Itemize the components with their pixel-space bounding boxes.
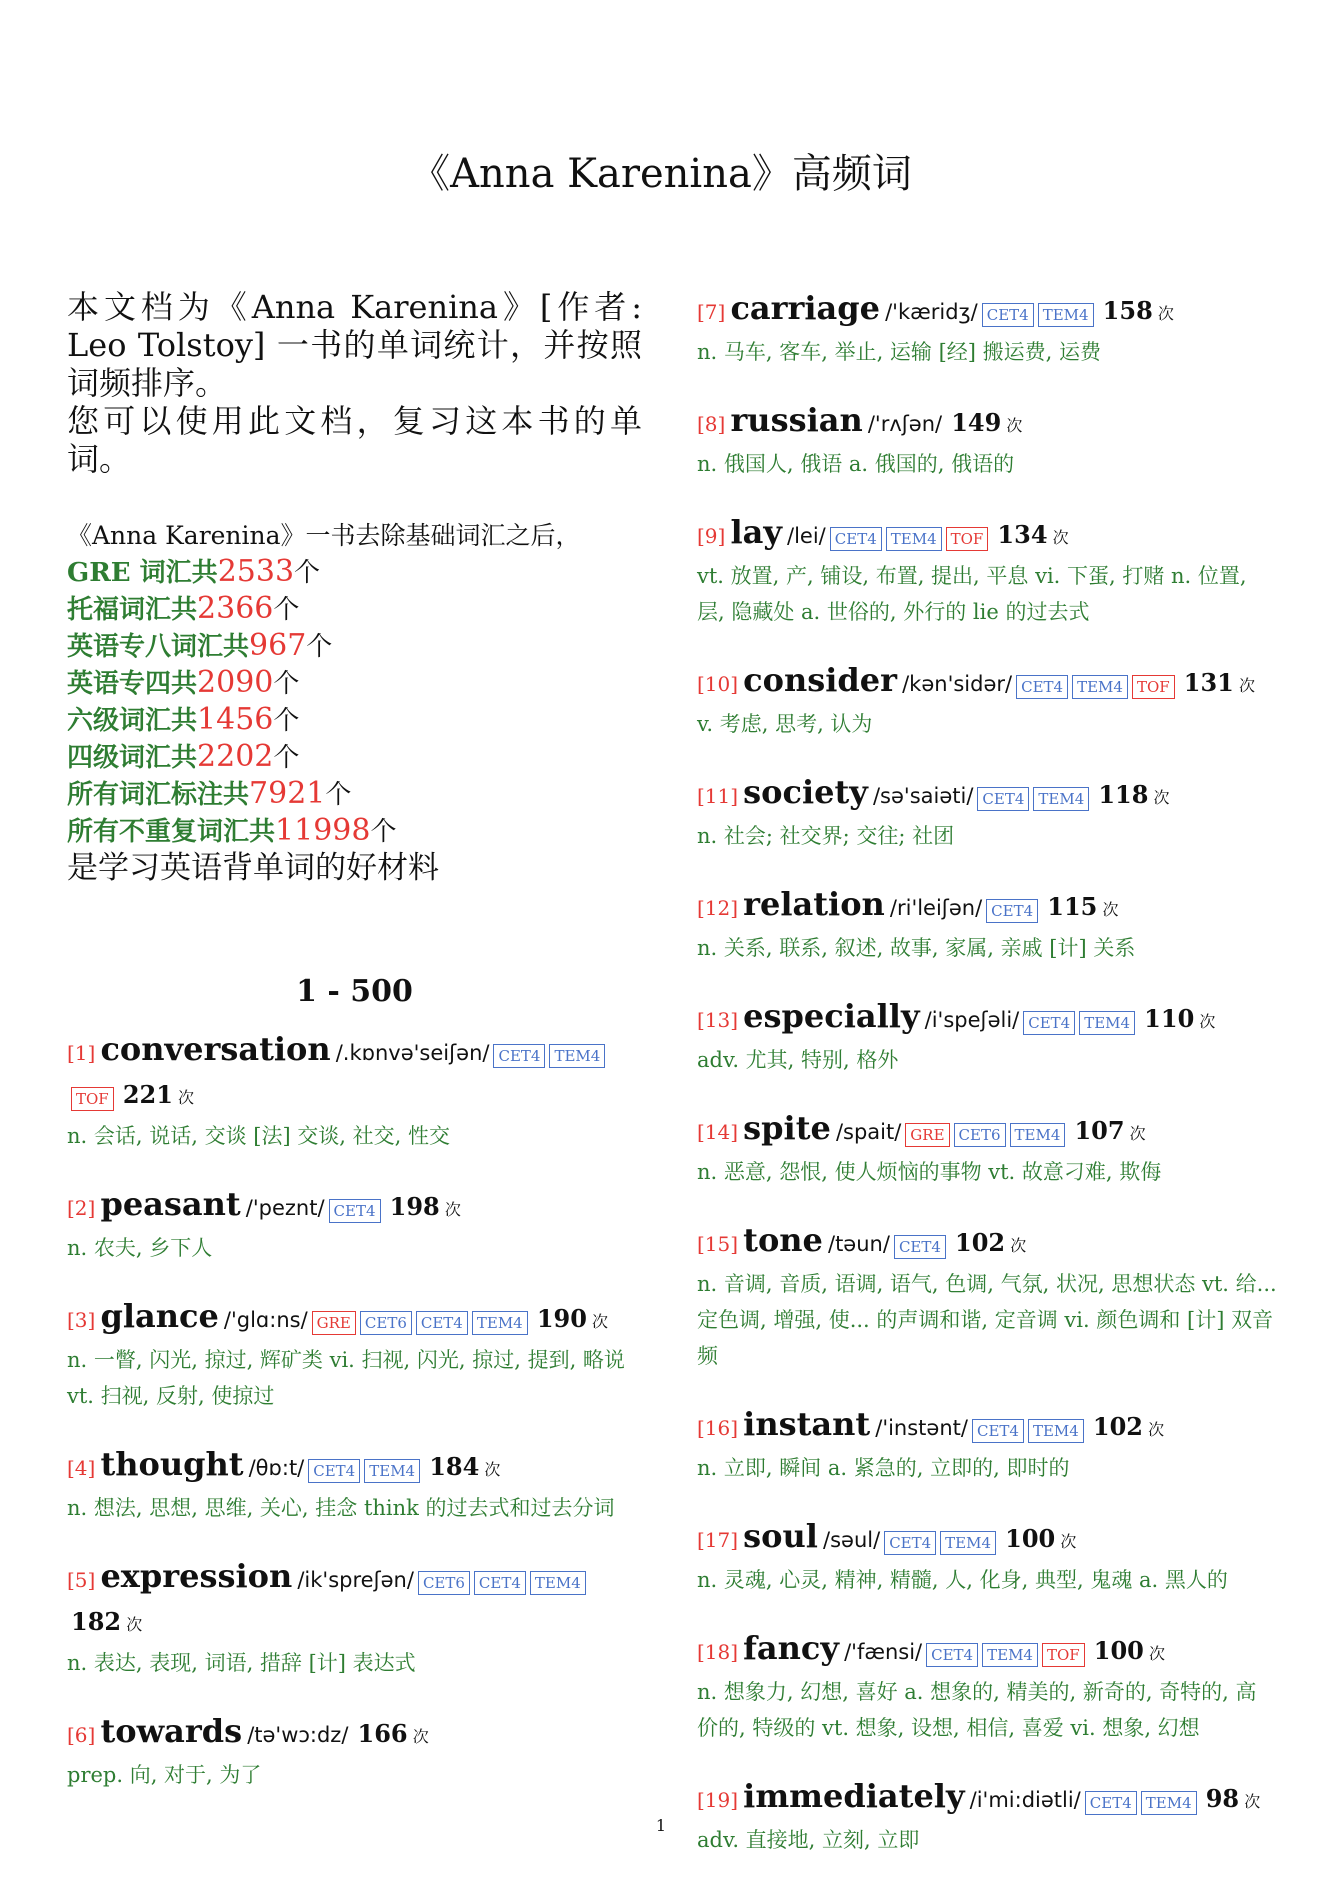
exam-tag: CET4 (1016, 675, 1068, 699)
exam-tag: TEM4 (549, 1044, 605, 1068)
exam-tag: CET4 (884, 1531, 936, 1555)
stats-lead: 《Anna Karenina》一书去除基础词汇之后， (67, 521, 581, 550)
frequency-count: 102 (955, 1228, 1006, 1257)
frequency-count: 100 (1093, 1636, 1144, 1665)
definition: n. 马车, 客车, 举止, 运输 [经] 搬运费, 运费 (697, 340, 1102, 364)
count-suffix: 次 (1010, 1236, 1027, 1255)
phonetic: /təun/ (828, 1232, 890, 1256)
word-list-right (697, 288, 1277, 1858)
stat-number: 2202 (197, 739, 274, 774)
word-entry (697, 512, 1277, 630)
count-suffix: 次 (1153, 788, 1170, 807)
word-entry (697, 1516, 1277, 1598)
stat-label: 所有不重复词汇共 (67, 817, 276, 847)
phonetic: /'rʌʃən/ (867, 412, 943, 436)
entry-index: [19] (697, 1788, 739, 1812)
word-entry (697, 1404, 1277, 1486)
exam-tag: TEM4 (472, 1311, 528, 1335)
frequency-count: 107 (1074, 1116, 1125, 1145)
stats-closing: 是学习英语背单词的好材料 (67, 850, 439, 886)
range-heading: 1 - 500 (296, 974, 413, 1009)
stat-unit: 个 (294, 558, 321, 588)
frequency-count: 98 (1205, 1784, 1240, 1813)
definition: adv. 尤其, 特别, 格外 (697, 1048, 899, 1072)
entry-index: [4] (67, 1456, 96, 1480)
entry-index: [1] (67, 1041, 96, 1065)
count-suffix: 次 (592, 1312, 609, 1331)
headword: society (743, 773, 868, 811)
definition: n. 社会; 社交界; 交往; 社团 (697, 824, 955, 848)
headword: tone (743, 1221, 823, 1259)
stat-number: 967 (249, 628, 307, 663)
count-suffix: 次 (178, 1088, 195, 1107)
definition: v. 考虑, 思考, 认为 (697, 712, 873, 736)
phonetic: /i'speʃəli/ (924, 1008, 1020, 1032)
definition: n. 想法, 思想, 思维, 关心, 挂念 think 的过去式和过去分词 (67, 1496, 615, 1520)
exam-tag: TOF (1042, 1643, 1085, 1667)
stat-number: 2533 (217, 554, 295, 589)
frequency-count: 184 (429, 1452, 480, 1481)
exam-tag: TEM4 (1072, 675, 1128, 699)
stat-label: 英语专八词汇共 (67, 632, 250, 662)
word-entry (697, 1220, 1277, 1374)
count-suffix: 次 (1052, 528, 1069, 547)
stat-line (67, 665, 642, 702)
exam-tag: TEM4 (1033, 787, 1089, 811)
count-suffix: 次 (1238, 676, 1255, 695)
exam-tag: CET4 (1023, 1011, 1075, 1035)
exam-tag: CET6 (954, 1123, 1006, 1147)
definition: adv. 直接地, 立刻, 立即 (697, 1828, 920, 1852)
count-suffix: 次 (126, 1615, 143, 1634)
entry-index: [10] (697, 672, 739, 696)
word-entry (697, 660, 1277, 742)
frequency-count: 102 (1092, 1412, 1144, 1441)
entry-index: [3] (67, 1308, 96, 1332)
count-suffix: 次 (1157, 304, 1174, 323)
stat-line (67, 554, 642, 591)
exam-tag: CET4 (982, 303, 1034, 327)
frequency-count: 198 (389, 1192, 440, 1221)
definition: n. 恶意, 怨恨, 使人烦恼的事物 vt. 故意刁难, 欺侮 (697, 1160, 1162, 1184)
entry-header (697, 400, 1277, 446)
exam-tag: CET4 (474, 1571, 526, 1595)
entry-index: [16] (697, 1416, 739, 1440)
entry-header (697, 1108, 1277, 1154)
stat-unit: 个 (273, 595, 300, 625)
exam-tag: CET4 (416, 1311, 468, 1335)
exam-tag: CET4 (986, 899, 1038, 923)
entry-header (697, 660, 1277, 706)
frequency-count: 131 (1183, 668, 1234, 697)
exam-tag: TOF (946, 527, 989, 551)
word-entry (697, 884, 1277, 966)
frequency-count: 190 (536, 1304, 587, 1333)
entry-index: [7] (697, 300, 726, 324)
phonetic: /'peznt/ (245, 1196, 325, 1220)
exam-tag: TOF (71, 1087, 114, 1111)
definition: n. 一瞥, 闪光, 掠过, 辉矿类 vi. 扫视, 闪光, 掠过, 提到, 略说 vt. 扫视, 反射, 使掠过 (67, 1348, 625, 1408)
stat-label: 英语专四共 (67, 669, 198, 699)
exam-tag: GRE (905, 1123, 949, 1147)
word-entry (67, 1029, 642, 1154)
entry-header (697, 1220, 1277, 1266)
phonetic: /'kæridʒ/ (885, 300, 978, 324)
headword: spite (743, 1109, 831, 1147)
phonetic: /kən'sidər/ (902, 672, 1013, 696)
definition: n. 想象力, 幻想, 喜好 a. 想象的, 精美的, 新奇的, 奇特的, 高价的, 特级的 vt. 想象, 设想, 相信, 喜爱 vi. 想象, 幻想 (697, 1680, 1257, 1740)
definition: n. 音调, 音质, 语调, 语气, 色调, 气氛, 状况, 思想状态 vt. 给... 定色调, 增强, 使... 的声调和谐, 定音调 vi. 颜色调和 [计] 双音频 (697, 1272, 1277, 1368)
definition: n. 表达, 表现, 词语, 措辞 [计] 表达式 (67, 1651, 416, 1675)
entry-header (67, 1029, 642, 1118)
frequency-count: 221 (122, 1080, 173, 1109)
definition: n. 关系, 联系, 叙述, 故事, 家属, 亲戚 [计] 关系 (697, 936, 1136, 960)
headword: lay (730, 513, 782, 551)
stat-label: 托福词汇共 (67, 595, 198, 625)
count-suffix: 次 (1102, 900, 1119, 919)
exam-tag: CET4 (493, 1044, 545, 1068)
entry-header (67, 1184, 642, 1230)
entry-header (697, 288, 1277, 334)
word-entry (697, 288, 1277, 370)
exam-tag: CET4 (894, 1235, 946, 1259)
count-suffix: 次 (1244, 1792, 1261, 1811)
entry-header (67, 1296, 642, 1342)
exam-tag: TEM4 (530, 1571, 586, 1595)
entry-header (697, 1628, 1277, 1674)
definition: n. 会话, 说话, 交谈 [法] 交谈, 社交, 性交 (67, 1124, 451, 1148)
entry-index: [5] (67, 1568, 96, 1592)
stat-number: 1456 (197, 702, 274, 737)
definition: prep. 向, 对于, 为了 (67, 1763, 262, 1787)
exam-tag: TEM4 (1141, 1791, 1197, 1815)
stat-label: 六级词汇共 (67, 706, 198, 736)
stat-unit: 个 (306, 632, 333, 662)
stat-line (67, 702, 642, 739)
headword: immediately (743, 1777, 965, 1815)
exam-tag: TEM4 (364, 1459, 420, 1483)
stat-line (67, 739, 642, 776)
word-entry (697, 996, 1277, 1078)
exam-tag: TEM4 (1079, 1011, 1135, 1035)
count-suffix: 次 (1199, 1012, 1216, 1031)
headword: expression (100, 1557, 293, 1595)
entry-header (697, 884, 1277, 930)
phonetic: /'instənt/ (875, 1416, 968, 1440)
definition: n. 农夫, 乡下人 (67, 1236, 213, 1260)
phonetic: /θɒ:t/ (248, 1456, 305, 1480)
word-entry (697, 1628, 1277, 1746)
exam-tag: CET4 (926, 1643, 978, 1667)
exam-tag: TEM4 (982, 1643, 1038, 1667)
word-entry (67, 1444, 642, 1526)
intro-paragraph: 您可以使用此文档，复习这本书的单词。 (67, 402, 642, 478)
entry-header (67, 1444, 642, 1490)
stat-unit: 个 (273, 743, 300, 773)
phonetic: /səul/ (823, 1528, 881, 1552)
count-suffix: 次 (1006, 416, 1023, 435)
definition: n. 灵魂, 心灵, 精神, 精髓, 人, 化身, 典型, 鬼魂 a. 黑人的 (697, 1568, 1228, 1592)
count-suffix: 次 (444, 1200, 461, 1219)
frequency-count: 134 (997, 520, 1048, 549)
entry-header (67, 1556, 642, 1645)
exam-tag: CET4 (1085, 1791, 1137, 1815)
headword: peasant (100, 1185, 241, 1223)
word-entry (67, 1556, 642, 1681)
frequency-count: 118 (1098, 780, 1149, 809)
entry-header (697, 1516, 1277, 1562)
stat-line (67, 813, 642, 850)
word-list-left (67, 1029, 642, 1793)
exam-tag: GRE (312, 1311, 356, 1335)
exam-tag: TOF (1132, 675, 1175, 699)
entry-index: [13] (697, 1008, 739, 1032)
entry-index: [18] (697, 1640, 739, 1664)
phonetic: /spait/ (835, 1120, 902, 1144)
entry-header (67, 1711, 642, 1757)
entry-index: [9] (697, 524, 726, 548)
frequency-count: 158 (1102, 296, 1153, 325)
count-suffix: 次 (412, 1727, 429, 1746)
headword: glance (100, 1297, 219, 1335)
headword: carriage (730, 289, 880, 327)
phonetic: /'fænsi/ (844, 1640, 923, 1664)
entry-index: [17] (697, 1528, 739, 1552)
entry-index: [11] (697, 784, 739, 808)
frequency-count: 166 (357, 1719, 408, 1748)
intro-paragraph: 本文档为《Anna Karenina》[作者: Leo Tolstoy] 一书的单词统计，并按照词频排序。 (67, 288, 642, 402)
page-title: 《Anna Karenina》高频词 (410, 151, 912, 197)
exam-tag: CET4 (329, 1199, 381, 1223)
exam-tag: TEM4 (940, 1531, 996, 1555)
exam-tag: TEM4 (1010, 1123, 1066, 1147)
stat-label: GRE 词汇共 (67, 558, 218, 588)
entry-index: [15] (697, 1232, 739, 1256)
stat-number: 2090 (197, 665, 274, 700)
definition: n. 立即, 瞬间 a. 紧急的, 立即的, 即时的 (697, 1456, 1070, 1480)
exam-tag: CET4 (972, 1419, 1024, 1443)
word-entry (697, 1108, 1277, 1190)
word-entry (67, 1711, 642, 1793)
count-suffix: 次 (1148, 1420, 1165, 1439)
intro-text (67, 288, 642, 478)
word-entry (67, 1184, 642, 1266)
headword: relation (743, 885, 885, 923)
phonetic: /sə'saiəti/ (872, 784, 974, 808)
stat-unit: 个 (370, 817, 397, 847)
count-suffix: 次 (1060, 1532, 1077, 1551)
definition: n. 俄国人, 俄语 a. 俄国的, 俄语的 (697, 452, 1015, 476)
count-suffix: 次 (1148, 1644, 1165, 1663)
entry-index: [14] (697, 1120, 739, 1144)
count-suffix: 次 (1129, 1124, 1146, 1143)
stat-unit: 个 (273, 669, 300, 699)
entry-header (697, 1404, 1277, 1450)
stat-number: 11998 (275, 813, 371, 848)
word-entry (67, 1296, 642, 1414)
word-entry (697, 772, 1277, 854)
exam-tag: CET4 (308, 1459, 360, 1483)
stat-label: 所有词汇标注共 (67, 780, 250, 810)
headword: instant (743, 1405, 871, 1443)
stat-unit: 个 (273, 706, 300, 736)
definition: vt. 放置, 产, 铺设, 布置, 提出, 平息 vi. 下蛋, 打赌 n. 位置, 层, 隐藏处 a. 世俗的, 外行的 lie 的过去式 (697, 564, 1247, 624)
exam-tag: TEM4 (1028, 1419, 1084, 1443)
phonetic: /i'mi:diətli/ (969, 1788, 1081, 1812)
stat-line (67, 628, 642, 665)
entry-header (697, 512, 1277, 558)
headword: thought (100, 1445, 244, 1483)
headword: russian (730, 401, 863, 439)
frequency-count: 110 (1144, 1004, 1195, 1033)
word-entry (697, 400, 1277, 482)
phonetic: /ik'spreʃən/ (297, 1568, 414, 1592)
entry-index: [8] (697, 412, 726, 436)
exam-tag: CET6 (360, 1311, 412, 1335)
frequency-count: 182 (71, 1607, 122, 1636)
exam-tag: CET4 (830, 527, 882, 551)
headword: fancy (743, 1629, 839, 1667)
frequency-count: 100 (1005, 1524, 1056, 1553)
entry-header (697, 996, 1277, 1042)
headword: soul (743, 1517, 818, 1555)
phonetic: /lei/ (787, 524, 826, 548)
stat-unit: 个 (325, 780, 352, 810)
stat-line (67, 591, 642, 628)
stat-number: 7921 (249, 776, 326, 811)
headword: especially (743, 997, 920, 1035)
entry-index: [12] (697, 896, 739, 920)
phonetic: /.kɒnvə'seiʃən/ (335, 1041, 490, 1065)
entry-index: [2] (67, 1196, 96, 1220)
vocabulary-stats (67, 518, 642, 886)
frequency-count: 115 (1047, 892, 1098, 921)
right-column (697, 288, 1277, 1888)
headword: consider (743, 661, 898, 699)
phonetic: /tə'wɔ:dz/ (247, 1723, 349, 1747)
headword: towards (100, 1712, 243, 1750)
exam-tag: TEM4 (1038, 303, 1094, 327)
stat-number: 2366 (197, 591, 274, 626)
phonetic: /ri'leiʃən/ (889, 896, 983, 920)
stat-line (67, 776, 642, 813)
left-column (67, 288, 642, 1823)
exam-tag: CET6 (418, 1571, 470, 1595)
count-suffix: 次 (484, 1460, 501, 1479)
entry-header (697, 772, 1277, 818)
exam-tag: TEM4 (886, 527, 942, 551)
entry-index: [6] (67, 1723, 96, 1747)
frequency-count: 149 (951, 408, 1002, 437)
exam-tag: CET4 (977, 787, 1029, 811)
phonetic: /'glɑ:ns/ (223, 1308, 308, 1332)
page-number: 1 (655, 1816, 667, 1835)
headword: conversation (100, 1030, 331, 1068)
stat-label: 四级词汇共 (67, 743, 198, 773)
